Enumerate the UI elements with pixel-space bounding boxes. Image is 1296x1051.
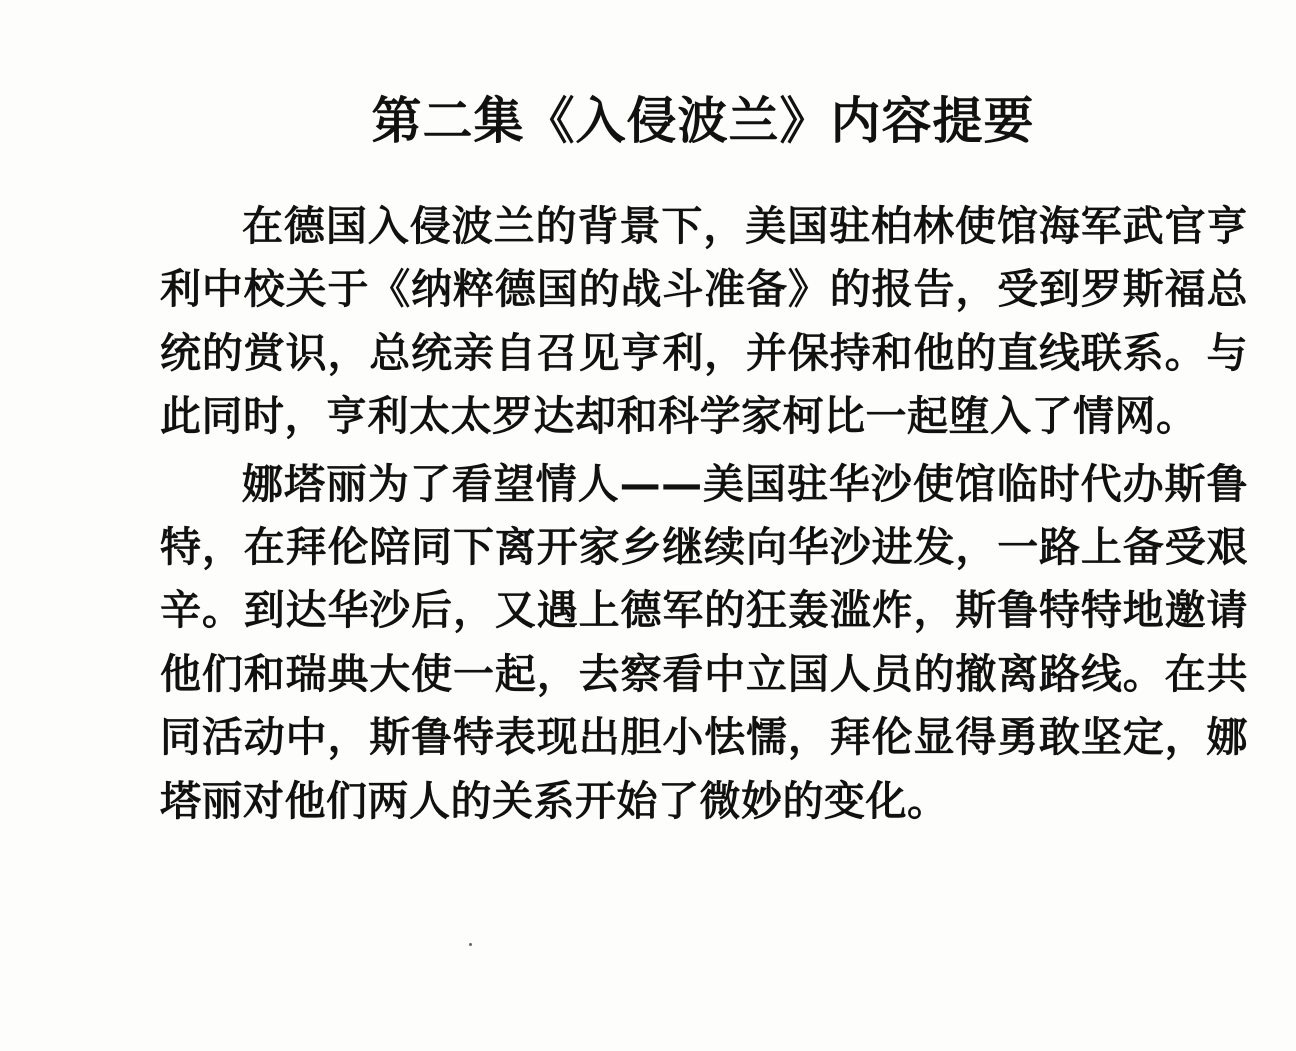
synopsis-body bbox=[160, 195, 1248, 833]
print-speck bbox=[469, 943, 472, 946]
paragraph-1: 在德国入侵波兰的背景下，美国驻柏林使馆海军武官亨利中校关于《纳粹德国的战斗准备》的报告，受到罗斯福总统的赏识，总统亲自召见亨利，并保持和他的直线联系。与此同时，亨利太太罗达却和科学家柯比一起堕入了情网。 bbox=[160, 202, 1248, 441]
paragraph-2: 娜塔丽为了看望情人——美国驻华沙使馆临时代办斯鲁特，在拜伦陪同下离开家乡继续向华沙进发，一路上备受艰辛。到达华沙后，又遇上德军的狂轰滥炸，斯鲁特特地邀请他们和瑞典大使一起，去察看中立国人员的撤离路线。在共同活动中，斯鲁特表现出胆小怯懦，拜伦显得勇敢坚定，娜塔丽对他们两人的关系开始了微妙的变化。 bbox=[160, 459, 1248, 825]
page-title: 第二集《入侵波兰》内容提要 bbox=[371, 92, 1035, 150]
